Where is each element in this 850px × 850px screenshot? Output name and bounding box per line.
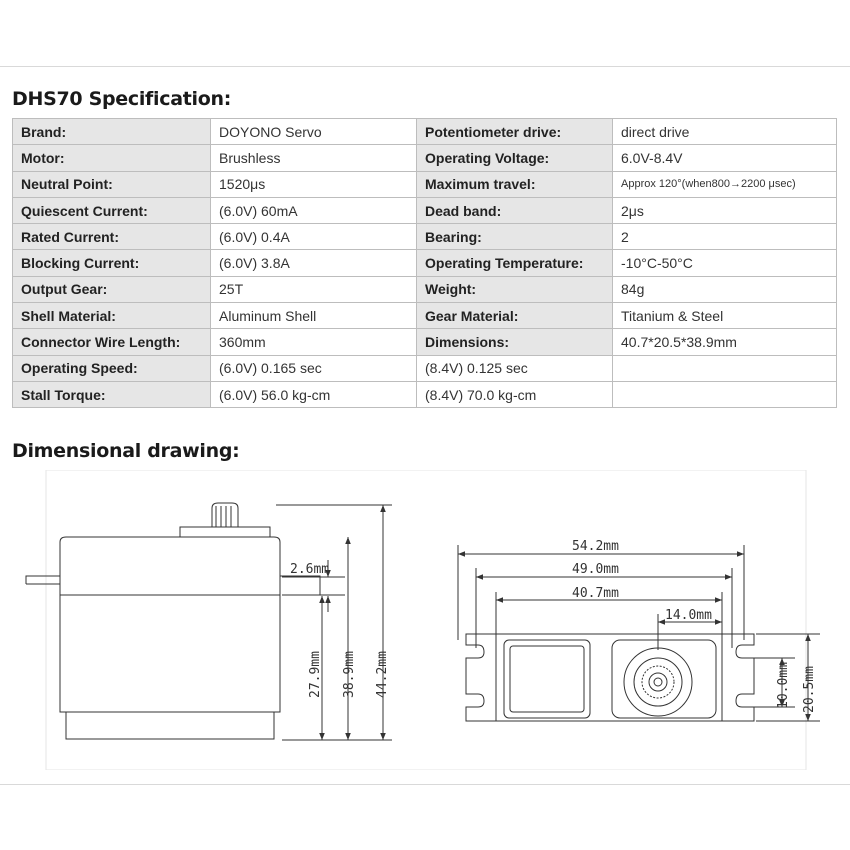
spec-label: Gear Material: <box>417 303 613 329</box>
spec-value: 84g <box>613 276 837 302</box>
spec-row <box>13 276 837 302</box>
spec-value: Titanium & Steel <box>613 303 837 329</box>
spec-value: 360mm <box>211 329 417 355</box>
spec-row <box>13 329 837 355</box>
spec-label: Potentiometer drive: <box>417 119 613 145</box>
dim-label-flange: 2.6mm <box>290 562 330 577</box>
spec-label: Blocking Current: <box>13 250 211 276</box>
spec-value: Aluminum Shell <box>211 303 417 329</box>
spec-row <box>13 381 837 407</box>
spec-label: Shell Material: <box>13 303 211 329</box>
spec-row <box>13 119 837 145</box>
spec-value: (8.4V) 70.0 kg-cm <box>417 381 613 407</box>
spec-row <box>13 303 837 329</box>
spec-heading: DHS70 Specification: <box>12 88 231 110</box>
spec-value: (6.0V) 56.0 kg-cm <box>211 381 417 407</box>
side-dimensions <box>276 505 392 740</box>
top-dimensions <box>458 545 820 721</box>
spec-value: (6.0V) 0.4A <box>211 224 417 250</box>
dim-label-spline-offset: 14.0mm <box>665 608 712 623</box>
dimensional-drawing <box>0 470 850 770</box>
top-view-outline <box>466 634 754 721</box>
spec-row <box>13 355 837 381</box>
spec-empty-cell <box>613 381 837 407</box>
spec-row <box>13 197 837 223</box>
servo-body <box>60 595 280 712</box>
spec-row <box>13 145 837 171</box>
bottom-divider <box>0 784 850 785</box>
spec-value: (8.4V) 0.125 sec <box>417 355 613 381</box>
spec-value: 25T <box>211 276 417 302</box>
spec-label: Operating Voltage: <box>417 145 613 171</box>
dim-label-body-length: 40.7mm <box>572 586 619 601</box>
spec-label: Output Gear: <box>13 276 211 302</box>
spec-row <box>13 224 837 250</box>
spec-value: -10°C-50°C <box>613 250 837 276</box>
top-divider <box>0 66 850 67</box>
servo-case <box>60 537 280 595</box>
spec-label: Neutral Point: <box>13 171 211 197</box>
spec-label: Operating Speed: <box>13 355 211 381</box>
spec-value: (6.0V) 60mA <box>211 197 417 223</box>
spec-table <box>12 118 837 408</box>
top-view <box>466 634 754 721</box>
spec-value: Brushless <box>211 145 417 171</box>
spec-label: Maximum travel: <box>417 171 613 197</box>
dim-label-case-height: 38.9mm <box>342 651 357 698</box>
spec-label: Dimensions: <box>417 329 613 355</box>
drawing-heading: Dimensional drawing: <box>12 440 240 462</box>
spec-value: 40.7*20.5*38.9mm <box>613 329 837 355</box>
spec-value: 1520μs <box>211 171 417 197</box>
spec-label: Bearing: <box>417 224 613 250</box>
top-cap <box>180 527 270 537</box>
spec-value: 2 <box>613 224 837 250</box>
spec-value: Approx 120°(when800→2200 μsec) <box>613 171 837 197</box>
spec-value: DOYONO Servo <box>211 119 417 145</box>
dim-label-width: 20.5mm <box>802 666 817 713</box>
dim-label-total-height: 44.2mm <box>375 651 390 698</box>
spec-label: Dead band: <box>417 197 613 223</box>
spec-value: 6.0V-8.4V <box>613 145 837 171</box>
spec-label: Motor: <box>13 145 211 171</box>
spec-value: direct drive <box>613 119 837 145</box>
spec-label: Weight: <box>417 276 613 302</box>
side-view <box>26 503 320 739</box>
spec-value: (6.0V) 3.8A <box>211 250 417 276</box>
case-window <box>504 640 590 718</box>
spec-label: Brand: <box>13 119 211 145</box>
spec-label: Connector Wire Length: <box>13 329 211 355</box>
dim-label-overall-length: 54.2mm <box>572 539 619 554</box>
spec-label: Rated Current: <box>13 224 211 250</box>
spec-label: Quiescent Current: <box>13 197 211 223</box>
bottom-cover <box>66 712 274 739</box>
spec-row <box>13 171 837 197</box>
dim-label-body-height: 27.9mm <box>308 651 323 698</box>
spec-value: 2μs <box>613 197 837 223</box>
spec-label: Stall Torque: <box>13 381 211 407</box>
mounting-flange <box>26 576 320 595</box>
spec-value: (6.0V) 0.165 sec <box>211 355 417 381</box>
gear-housing <box>612 640 716 718</box>
top-view-body <box>496 634 722 721</box>
dim-label-hole-spacing: 49.0mm <box>572 562 619 577</box>
dim-label-hole-gap: 10.0mm <box>776 662 791 709</box>
spec-empty-cell <box>613 355 837 381</box>
spec-label: Operating Temperature: <box>417 250 613 276</box>
spec-row <box>13 250 837 276</box>
